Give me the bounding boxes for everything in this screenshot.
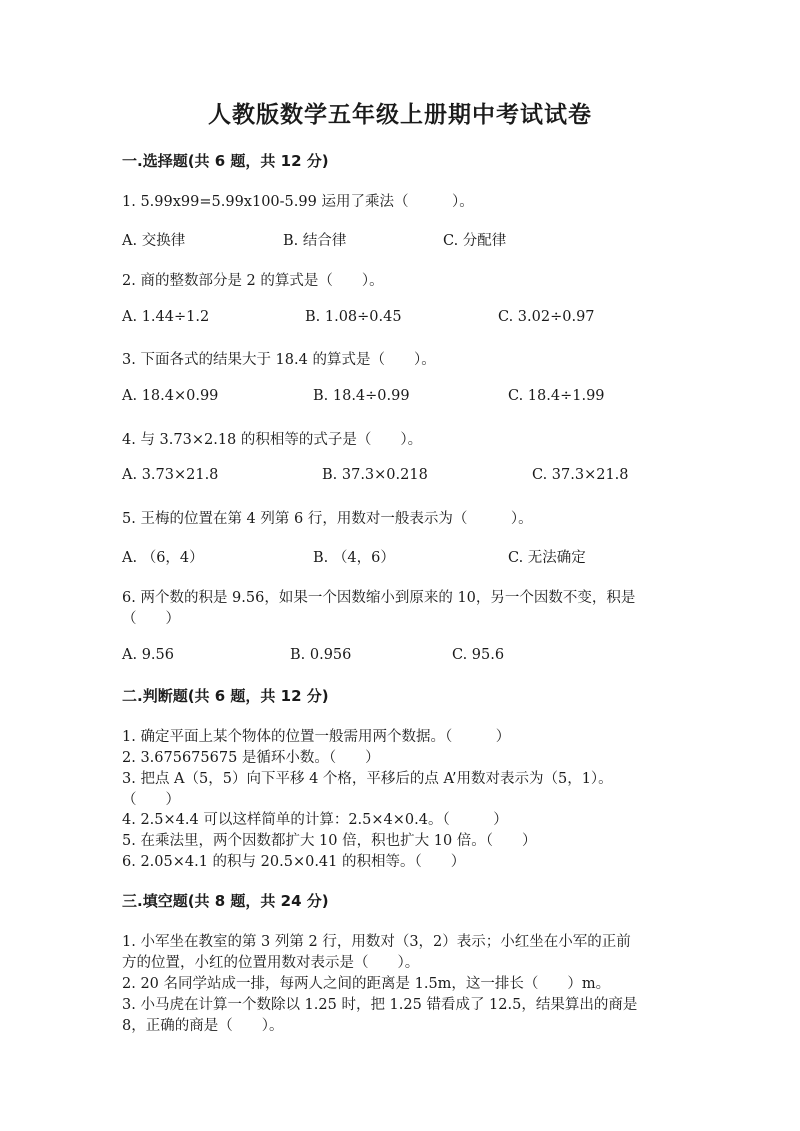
statement-line: 3. 把点 A（5，5）向下平移 4 个格，平移后的点 A’用数对表示为（5，1）。 [122, 771, 613, 787]
option-b: B. 18.4÷0.99 [313, 388, 410, 404]
option-c: C. 分配律 [443, 233, 507, 249]
option-a: A. 9.56 [122, 647, 174, 663]
statement-line: 4. 2.5×4.4 可以这样简单的计算：2.5×4×0.4。（ ） [122, 812, 508, 828]
question-text: 3. 下面各式的结果大于 18.4 的算式是（ ）。 [122, 352, 436, 368]
option-b: B. 37.3×0.218 [322, 467, 428, 483]
option-c: C. 95.6 [452, 647, 505, 663]
fill-line: 1. 小军坐在教室的第 3 列第 2 行，用数对（3，2）表示；小红坐在小军的正前 [122, 934, 631, 950]
option-a: A. 18.4×0.99 [122, 388, 219, 404]
option-a: A. 3.73×21.8 [122, 467, 219, 483]
question-text: 4. 与 3.73×2.18 的积相等的式子是（ ）。 [122, 432, 423, 448]
option-c: C. 37.3×21.8 [532, 467, 629, 483]
fill-line: 8，正确的商是（ ）。 [122, 1018, 284, 1034]
fill-line: 2. 20 名同学站成一排，每两人之间的距离是 1.5m，这一排长（ ）m。 [122, 976, 611, 992]
section-heading-fill-blank: 三.填空题(共 8 题，共 24 分) [122, 892, 329, 910]
option-b: B. 结合律 [283, 233, 347, 249]
exam-title: 人教版数学五年级上册期中考试试卷 [208, 102, 592, 128]
option-b: B. 0.956 [290, 647, 352, 663]
option-c: C. 18.4÷1.99 [508, 388, 605, 404]
fill-line: 方的位置，小红的位置用数对表示是（ ）。 [122, 955, 420, 971]
question-text: 5. 王梅的位置在第 4 列第 6 行，用数对一般表示为（ ）。 [122, 511, 533, 527]
option-a: A. 1.44÷1.2 [122, 309, 210, 325]
question-text: 2. 商的整数部分是 2 的算式是（ ）。 [122, 273, 384, 289]
option-c: C. 3.02÷0.97 [498, 309, 595, 325]
statement-line: 1. 确定平面上某个物体的位置一般需用两个数据。（ ） [122, 729, 511, 745]
question-text: 1. 5.99x99=5.99x100-5.99 运用了乘法（ ）。 [122, 194, 474, 210]
option-a: A. 交换律 [122, 233, 186, 249]
question-text-continued: （ ） [122, 611, 180, 627]
fill-line: 3. 小马虎在计算一个数除以 1.25 时，把 1.25 错看成了 12.5，结果算出的商是 [122, 997, 638, 1013]
option-b: B. 1.08÷0.45 [305, 309, 402, 325]
question-text: 6. 两个数的积是 9.56，如果一个因数缩小到原来的 10，另一个因数不变，积是 [122, 590, 636, 606]
option-a: A. （6，4） [122, 550, 204, 566]
section-heading-judgement: 二.判断题(共 6 题，共 12 分) [122, 687, 329, 705]
statement-line: 5. 在乘法里，两个因数都扩大 10 倍，积也扩大 10 倍。（ ） [122, 833, 537, 849]
option-b: B. （4，6） [313, 550, 395, 566]
statement-line: 2. 3.675675675 是循环小数。（ ） [122, 750, 380, 766]
section-heading-choice: 一.选择题(共 6 题，共 12 分) [122, 152, 329, 170]
statement-line: 6. 2.05×4.1 的积与 20.5×0.41 的积相等。（ ） [122, 854, 466, 870]
statement-line: （ ） [122, 792, 180, 808]
option-c: C. 无法确定 [508, 550, 586, 566]
